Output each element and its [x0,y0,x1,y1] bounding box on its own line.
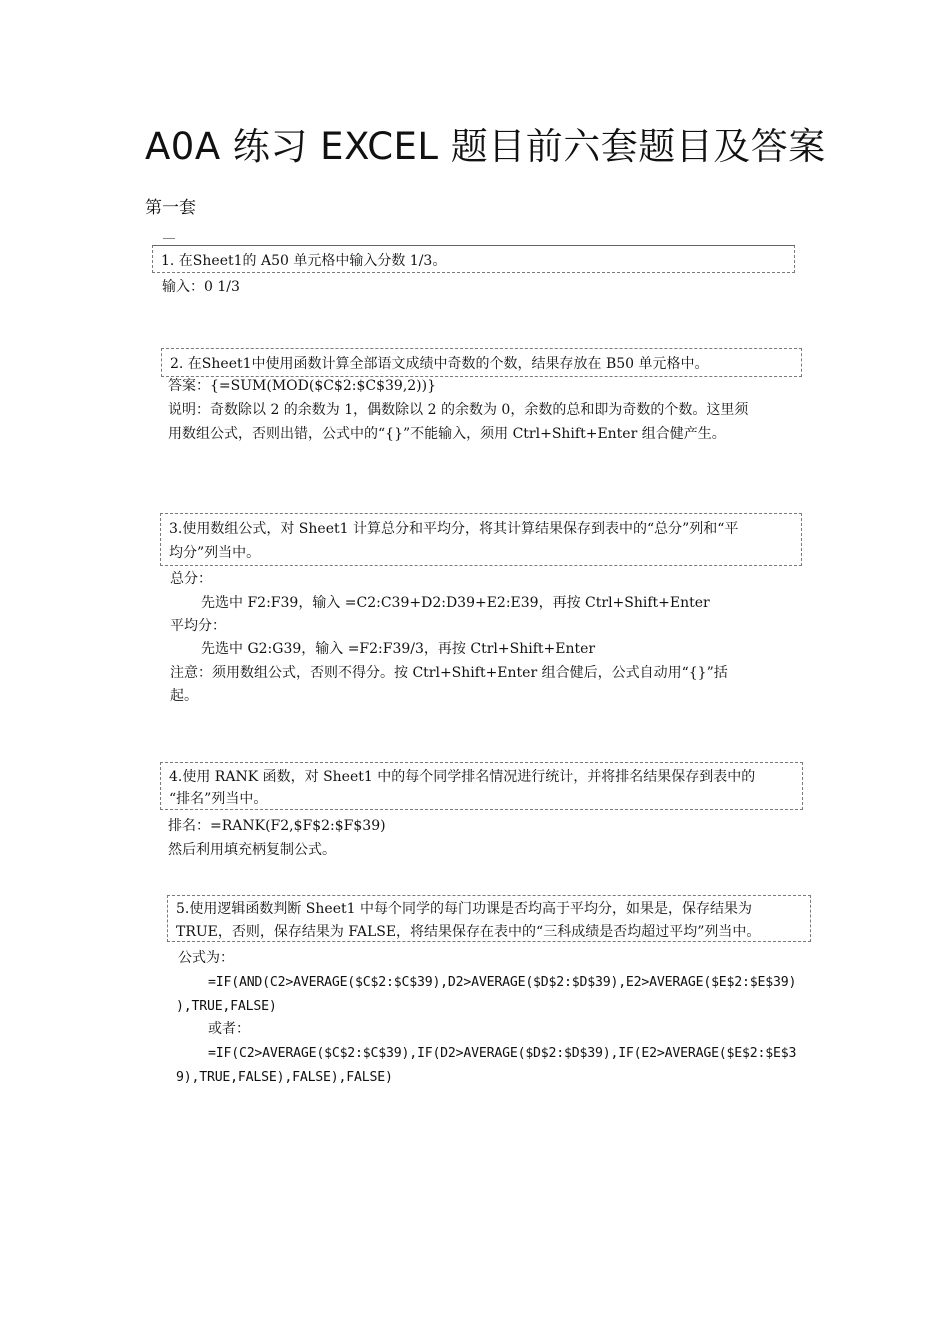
question-5-text-line-2: TRUE，否则，保存结果为 FALSE，将结果保存在表中的“三科成绩是否均超过平均”列当中。 [176,924,761,940]
question-5-text-line-1: 5.使用逻辑函数判断 Sheet1 中每个同学的每门功课是否均高于平均分，如果是，保存结果为 [176,901,752,917]
question-5-formula-2-line-2: 9),TRUE,FALSE),FALSE),FALSE) [176,1070,393,1085]
question-3-average-step: 先选中 G2:G39，输入 =F2:F39/3，再按 Ctrl+Shift+Enter [201,641,596,657]
question-1-box [152,245,795,273]
question-5-formula-label: 公式为： [178,950,234,966]
question-3-text-line-2: 均分”列当中。 [169,545,261,561]
question-3-box [160,513,802,566]
question-4-text-line-2: “排名”列当中。 [169,791,268,807]
question-2-text: 2. 在Sheet1中使用函数计算全部语文成绩中奇数的个数，结果存放在 B50 单元格中。 [170,356,709,372]
question-5-or-label: 或者： [208,1021,250,1037]
question-1-text: 1. 在Sheet1的 A50 单元格中输入分数 1/3。 [161,253,447,269]
question-2-note-line-1: 说明：奇数除以 2 的余数为 1，偶数除以 2 的余数为 0，余数的总和即为奇数的个数。这里须 [168,402,749,418]
question-3-total-step: 先选中 F2:F39，输入 =C2:C39+D2:D39+E2:E39，再按 Ctrl+Shift+Enter [201,595,710,611]
question-3-note-line-2: 起。 [170,688,198,704]
question-5-formula-2-line-1: =IF(C2>AVERAGE($C$2:$C$39),IF(D2>AVERAGE($D$2:$D$39),IF(E2>AVERAGE($E$2:$E$3 [208,1046,797,1061]
question-4-text-line-1: 4.使用 RANK 函数，对 Sheet1 中的每个同学排名情况进行统计，并将排名结果保存到表中的 [169,769,756,785]
section-subtitle: 第一套 [145,198,196,218]
question-2-answer: 答案：{=SUM(MOD($C$2:$C$39,2))} [168,378,437,394]
question-5-box [167,895,811,942]
divider-mark [163,238,175,239]
question-3-note-line-1: 注意：须用数组公式，否则不得分。按 Ctrl+Shift+Enter 组合健后，公式自动用“{}”括 [170,665,728,681]
question-4-formula: 排名：=RANK(F2,$F$2:$F$39) [168,818,386,834]
question-3-average-label: 平均分： [170,618,226,634]
question-2-box [161,348,802,377]
question-1-answer: 输入：0 1/3 [162,279,240,295]
question-4-box [160,762,803,810]
question-2-note-line-2: 用数组公式，否则出错，公式中的“{}”不能输入，须用 Ctrl+Shift+Enter 组合健产生。 [168,426,726,442]
question-3-text-line-1: 3.使用数组公式，对 Sheet1 计算总分和平均分，将其计算结果保存到表中的“总分”列和“平 [169,521,739,537]
question-3-total-label: 总分： [170,571,212,587]
question-5-formula-1-line-1: =IF(AND(C2>AVERAGE($C$2:$C$39),D2>AVERAGE($D$2:$D$39),E2>AVERAGE($E$2:$E$39) [208,975,797,990]
question-5-formula-1-line-2: ),TRUE,FALSE) [176,999,277,1014]
document-title: A0A 练习 EXCEL 题目前六套题目及答案 [145,125,826,168]
question-4-note: 然后利用填充柄复制公式。 [168,842,336,858]
